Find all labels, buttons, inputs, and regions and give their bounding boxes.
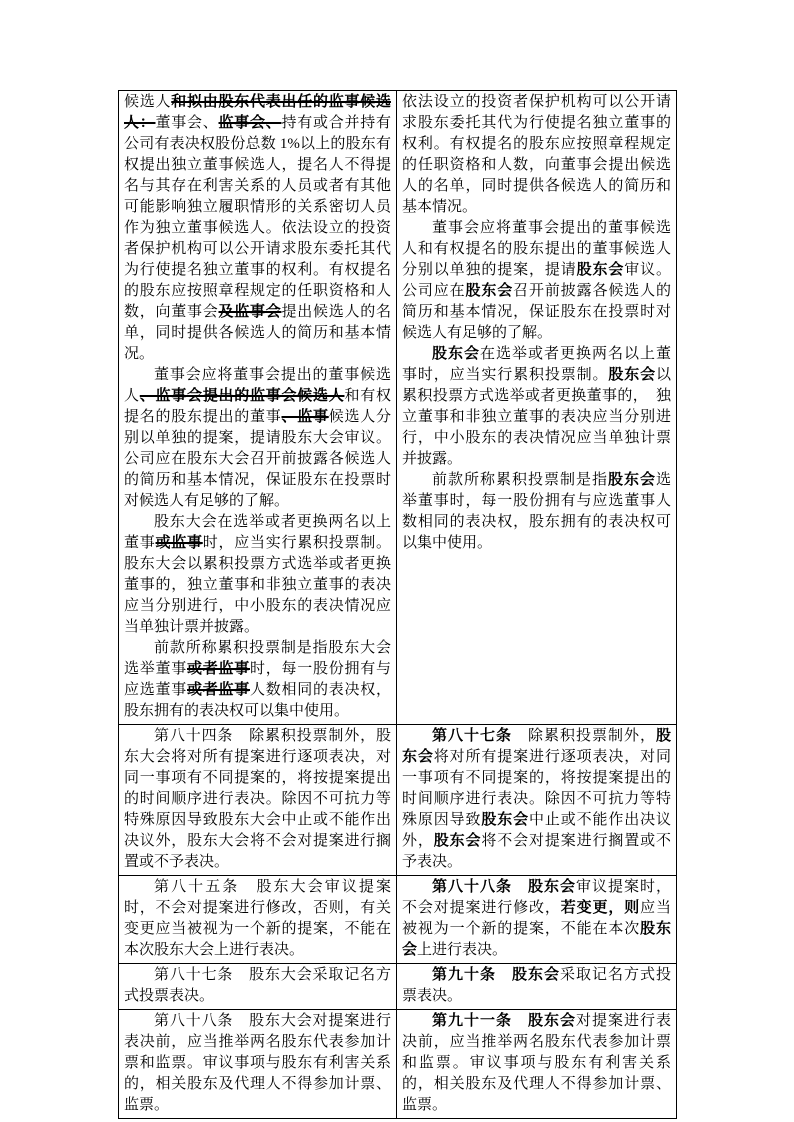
text-segment: 股东大会在选举或者更换两名以上董事	[124, 514, 391, 551]
cell-revised-text	[397, 91, 677, 725]
text-segment: 以累积投票方式选举或者更换董事的， 独立董事和非独立董事的表决应当分别进行，中小股东的表决情况应当单独计票并披露。	[402, 367, 671, 467]
text-segment: 中止或不能作出决议外，	[402, 812, 671, 849]
table-row	[119, 1010, 677, 1119]
text-segment: 除累积投票制外，	[511, 728, 656, 744]
text-segment: 审议。公司应在	[402, 262, 671, 299]
text-segment: 第八十四条 除累积投票制外，股东大会将对所有提案进行逐项表决，对同一事项有不同提案的，将按提案提出的时间顺序进行表决。除因不可抗力等特殊原因导致股东大会中止或不能作出决议外，股东大会将不会对提案进行搁置或不予表决。	[124, 728, 391, 870]
table-row	[119, 91, 677, 725]
inserted-text: 股东会	[433, 833, 482, 849]
paragraph	[402, 1011, 671, 1116]
deleted-text: 或者监事	[187, 661, 250, 677]
paragraph	[402, 965, 671, 1007]
cell-original-text	[119, 725, 397, 876]
text-segment: 采取记名方式投票表决。	[402, 967, 671, 1004]
paragraph	[124, 726, 391, 873]
deleted-text: 、监事	[281, 409, 329, 425]
cell-original-text	[119, 91, 397, 725]
text-segment: 候选人	[124, 94, 172, 110]
cell-revised-text	[397, 725, 677, 876]
table-row	[119, 876, 677, 964]
cell-revised-text	[397, 964, 677, 1010]
text-segment: 审议提案时，不会对提案进行修改，	[402, 879, 671, 916]
text-segment: 和有权提名的股东提出的董事	[124, 388, 391, 425]
inserted-text: 第九十一条 股东会	[432, 1013, 576, 1029]
paragraph	[124, 877, 391, 961]
cell-original-text	[119, 964, 397, 1010]
paragraph	[124, 365, 391, 512]
deleted-text: 监事会、	[218, 115, 282, 131]
paragraph	[402, 92, 671, 218]
text-segment: 持有或合并持有公司有表决权股份总数 1%以上的股东有权提出独立董事候选人，提名人不得提名与其存在利害关系的人员或者有其他可能影响独立履职情形的关系密切人员作为独立董事候选人。依法设立的投资者保护机构可以公开请求股东委托其代为行使提名独立董事的权利。有权提名的股东应按照章程规定的任职资格和人数，向董事会	[124, 115, 391, 320]
paragraph	[124, 965, 391, 1007]
text-segment: 依法设立的投资者保护机构可以公开请求股东委托其代为行使提名独立董事的权利。有权提名的股东应按照章程规定的任职资格和人数，向董事会提出候选人的名单，同时提供各候选人的简历和基本情况。	[402, 94, 671, 215]
text-segment: 候选人分别以单独的提案，提请股东大会审议。公司应在股东大会召开前披露各候选人的简历和基本情况，保证股东在投票时对候选人有足够的了解。	[124, 409, 391, 509]
text-segment: 上进行表决。	[417, 942, 508, 958]
inserted-text: 第八十八条 股东会	[432, 879, 576, 895]
text-segment: 时，应当实行累积投票制。股东大会以累积投票方式选举或者更换董事的，独立董事和非独立董事的表决应当分别进行，中小股东的表决情况应当单独计票并披露。	[124, 535, 391, 635]
text-segment: 对提案进行表决前，应当推举两名股东代表参加计票和监票。审议事项与股东有利害关系的，相关股东及代理人不得参加计票、监票。	[402, 1013, 671, 1113]
inserted-text: 股东会	[432, 346, 480, 362]
deleted-text: 或者监事	[187, 682, 250, 698]
paragraph	[402, 726, 671, 873]
cell-original-text	[119, 876, 397, 964]
table-row	[119, 964, 677, 1010]
text-segment: 提出候选人的名单，同时提供各候选人的简历和基本情况。	[124, 304, 391, 362]
inserted-text: 股东会	[481, 812, 529, 828]
text-segment: 董事会应将董事会提出的董事候选人	[124, 367, 391, 404]
inserted-text: 股东会	[607, 472, 656, 488]
deleted-text: 和拟由股东代表出任的监事候选人：	[124, 94, 391, 131]
deleted-text: 及监事会	[218, 304, 282, 320]
inserted-text: 若变更，则	[560, 900, 641, 916]
paragraph	[124, 512, 391, 638]
inserted-text: 第九十条 股东会	[432, 967, 560, 983]
inserted-text: 股东会	[402, 728, 671, 765]
text-segment: 第八十八条 股东大会对提案进行表决前，应当推举两名股东代表参加计票和监票。审议事项与股东有利害关系的，相关股东及代理人不得参加计票、监票。	[124, 1013, 391, 1113]
inserted-text: 股东会	[576, 262, 625, 278]
cell-revised-text	[397, 876, 677, 964]
inserted-text: 股东会	[402, 921, 671, 958]
text-segment: 在选举或者更换两名以上董事时，应当实行累积投票制。	[402, 346, 671, 383]
text-segment: 将不会对提案进行搁置或不予表决。	[402, 833, 671, 870]
cell-original-text	[119, 1010, 397, 1119]
text-segment: 董事会、	[155, 115, 219, 131]
comparison-table-body	[119, 91, 677, 1119]
paragraph	[402, 218, 671, 344]
text-segment: 第八十七条 股东大会采取记名方式投票表决。	[124, 967, 391, 1004]
paragraph	[402, 877, 671, 961]
deleted-text: 、监事会提出的监事会候选人	[139, 388, 345, 404]
paragraph	[402, 470, 671, 554]
paragraph	[402, 344, 671, 470]
cell-revised-text	[397, 1010, 677, 1119]
inserted-text: 股东会	[465, 283, 514, 299]
deleted-text: 或监事	[155, 535, 203, 551]
text-segment: 应当被视为一个新的提案，不能在本次	[402, 900, 671, 937]
text-segment: 前款所称累积投票制是指股东大会选举董事	[124, 640, 391, 677]
text-segment: 将对所有提案进行逐项表决，对同一事项有不同提案的，将按提案提出的时间顺序进行表决。除因不可抗力等特殊原因导致	[402, 749, 671, 828]
text-segment: 时，每一股份拥有与应选董事	[124, 661, 391, 698]
paragraph	[124, 1011, 391, 1116]
paragraph	[124, 638, 391, 722]
inserted-text: 第八十七条	[432, 728, 512, 744]
comparison-table	[118, 90, 677, 1119]
inserted-text: 股东会	[608, 367, 656, 383]
paragraph	[124, 92, 391, 365]
text-segment: 人数相同的表决权，股东拥有的表决权可以集中使用。	[124, 682, 391, 719]
text-segment: 第八十五条 股东大会审议提案时，不会对提案进行修改，否则，有关变更应当被视为一个新的提案，不能在本次股东大会上进行表决。	[124, 879, 391, 958]
text-segment: 前款所称累积投票制是指	[432, 472, 608, 488]
text-segment: 召开前披露各候选人的简历和基本情况，保证股东在投票时对候选人有足够的了解。	[402, 283, 671, 341]
text-segment: 董事会应将董事会提出的董事候选人和有权提名的股东提出的董事候选人分别以单独的提案，提请	[402, 220, 671, 278]
text-segment: 选举董事时，每一股份拥有与应选董事人数相同的表决权，股东拥有的表决权可以集中使用。	[402, 472, 671, 551]
table-row	[119, 725, 677, 876]
